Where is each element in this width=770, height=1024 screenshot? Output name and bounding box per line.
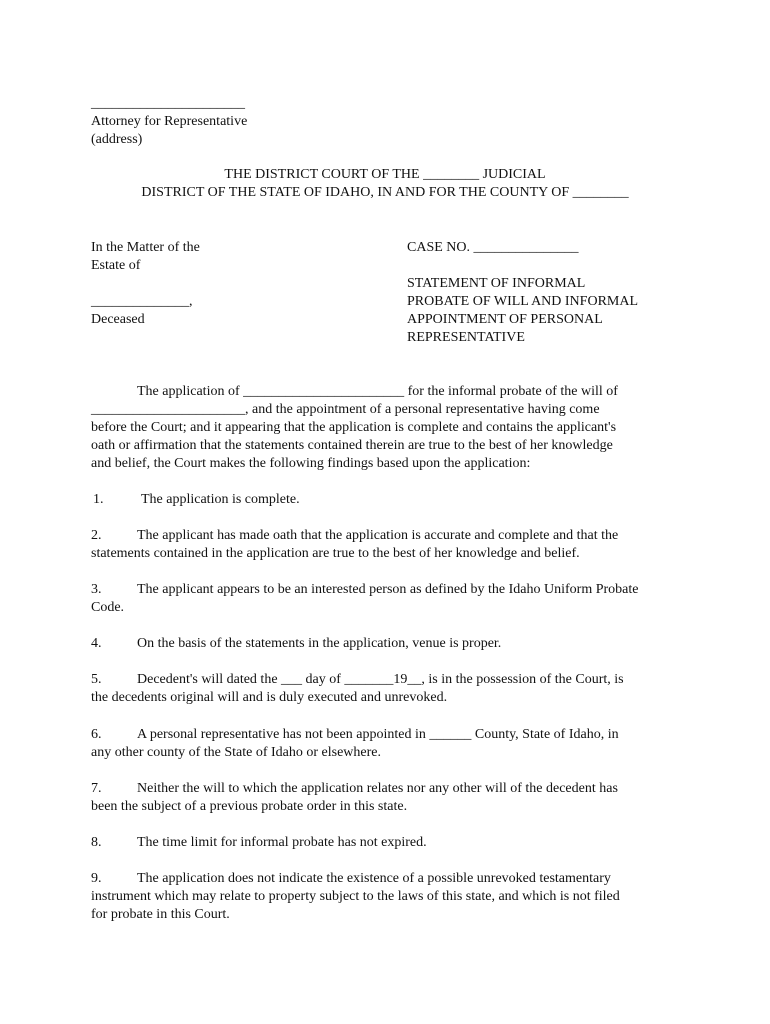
deceased-label: Deceased [91,312,145,327]
finding-6 [91,726,619,744]
court-heading-line1: THE DISTRICT COURT OF THE ________ JUDICIAL [224,167,546,182]
finding-text: On the basis of the statements in the application, venue is proper. [137,636,502,651]
finding-text: A personal representative has not been appointed in ______ County, State of Idaho, in [137,727,619,742]
finding-2 [91,527,618,545]
document-title-line: PROBATE OF WILL AND INFORMAL [407,294,639,309]
finding-3 [91,581,639,599]
finding-1 [91,491,300,509]
finding-9 [91,870,611,888]
case-number: CASE NO. _______________ [407,240,579,255]
document-title-line: STATEMENT OF INFORMAL [407,276,586,291]
finding-text: The application is complete. [141,492,300,507]
finding-number: 9. [91,871,102,886]
attorney-label: Attorney for Representative [91,114,248,129]
signature-line: ______________________ [91,96,245,111]
finding-text: The application does not indicate the existence of a possible unrevoked testamentary [137,871,611,886]
finding-9-continued: for probate in this Court. [91,907,230,922]
finding-text: The applicant has made oath that the application is accurate and complete and that the [137,528,619,543]
finding-text: The time limit for informal probate has not expired. [137,835,427,850]
finding-text: The applicant appears to be an interested person as defined by the Idaho Uniform Probate [137,582,639,597]
finding-number: 7. [91,781,102,796]
finding-text: Decedent's will dated the ___ day of _______19__, is in the possession of the Court, is [137,672,624,687]
finding-9-continued: instrument which may relate to property subject to the laws of this state, and which is not filed [91,889,620,904]
court-heading-line2: DISTRICT OF THE STATE OF IDAHO, IN AND FOR THE COUNTY OF ________ [141,185,629,200]
intro-line: before the Court; and it appearing that the application is complete and contains the applicant's [91,420,617,435]
intro-line: The application of _______________________ for the informal probate of the will of [137,384,618,399]
matter-line1: In the Matter of the [91,240,200,255]
document-title-line: REPRESENTATIVE [407,330,525,345]
finding-number: 2. [91,528,102,543]
finding-number: 1. [93,492,104,507]
finding-number: 8. [91,835,102,850]
finding-3-continued: Code. [91,600,125,615]
document-title-line: APPOINTMENT OF PERSONAL [407,312,603,327]
finding-5-continued: the decedents original will and is duly executed and unrevoked. [91,690,448,705]
finding-6-continued: any other county of the State of Idaho or elsewhere. [91,745,382,760]
finding-7 [91,780,618,798]
address-label: (address) [91,132,143,147]
finding-8 [91,834,427,852]
intro-line: ______________________, and the appointment of a personal representative having come [91,402,600,417]
intro-line: and belief, the Court makes the following findings based upon the application: [91,456,531,471]
intro-line: oath or affirmation that the statements contained therein are true to the best of her knowledge [91,438,613,453]
finding-number: 5. [91,672,102,687]
finding-5 [91,671,624,689]
finding-4 [91,635,501,653]
finding-number: 4. [91,636,102,651]
finding-7-continued: been the subject of a previous probate order in this state. [91,799,408,814]
finding-number: 6. [91,727,102,742]
matter-line2: Estate of [91,258,141,273]
decedent-name-blank: ______________, [91,294,193,309]
finding-2-continued: statements contained in the application are true to the best of her knowledge and belief. [91,546,580,561]
finding-number: 3. [91,582,102,597]
finding-text: Neither the will to which the application relates nor any other will of the decedent has [137,781,618,796]
